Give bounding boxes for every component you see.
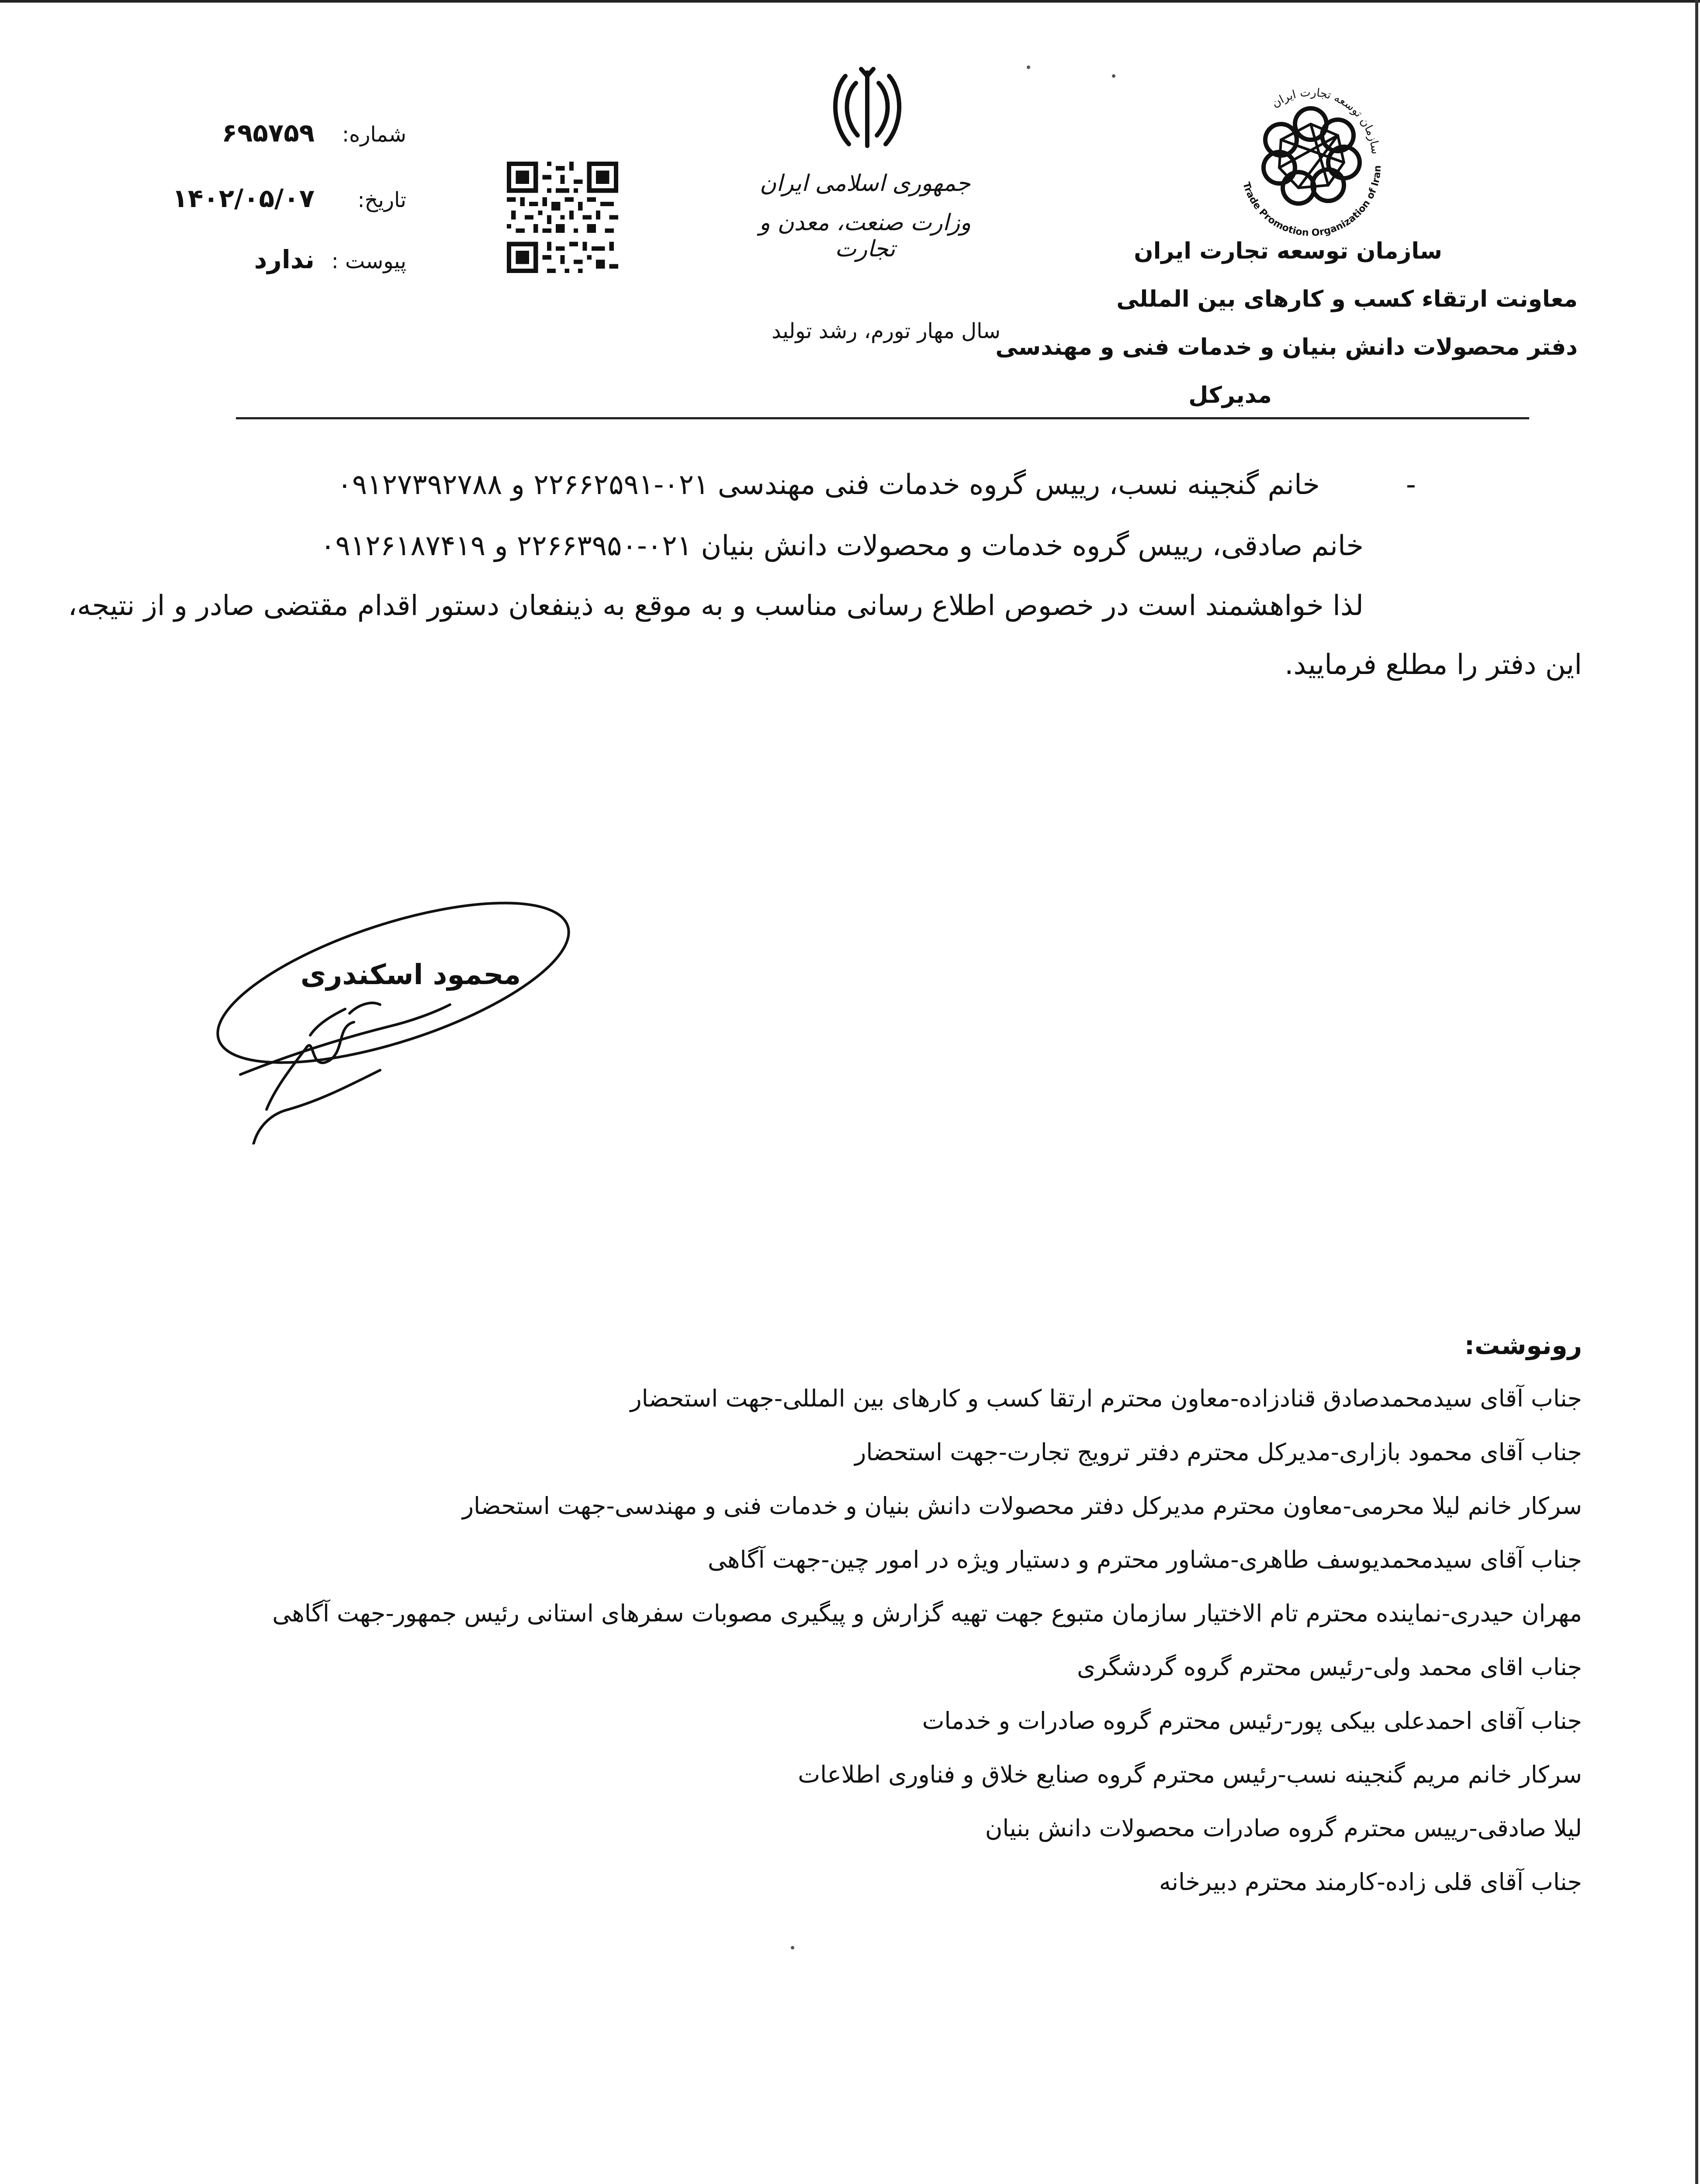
scan-speck — [1112, 74, 1115, 78]
cc-item: جناب آقای احمدعلی بیکی پور-رئیس محترم گروه صادرات و خدمات — [922, 1707, 1582, 1735]
scan-border-right — [1695, 0, 1698, 2184]
year-slogan: سال مهار تورم، رشد تولید — [772, 319, 1001, 343]
cc-item: لیلا صادقی-رییس محترم گروه صادرات محصولات دانش بنیان — [985, 1814, 1582, 1842]
cc-item: جناب آقای سیدمحمدیوسف طاهری-مشاور محترم و دستیار ویژه در امور چین-جهت آگاهی — [707, 1546, 1582, 1573]
signature-icon — [205, 882, 581, 1144]
cc-section — [31, 1319, 1582, 1909]
org-line-3: دفتر محصولات دانش بنیان و خدمات فنی و مهندسی — [995, 334, 1578, 360]
org-title-block — [966, 227, 1578, 419]
cc-item: جناب آقای سیدمحمدصادق قنادزاده-معاون محترم ارتقا کسب و کارهای بین المللی-جهت استحضار — [630, 1385, 1582, 1412]
header-divider — [236, 417, 1529, 419]
gov-line-1: جمهوری اسلامی ایران — [759, 170, 971, 197]
scan-border-top — [0, 0, 1700, 3]
cc-item: جناب آقای قلی زاده-کارمند محترم دبیرخانه — [1159, 1868, 1582, 1896]
scan-speck — [791, 1946, 794, 1949]
iran-emblem-icon — [828, 66, 907, 153]
gov-line-2: وزارت صنعت، معدن و تجارت — [759, 210, 971, 262]
qr-code-icon — [507, 162, 618, 273]
cc-item: سرکار خانم مریم گنجینه نسب-رئیس محترم گروه صنایع خلاق و فناوری اطلاعات — [798, 1761, 1582, 1788]
logo-text-en: Trade Promotion Organization of Iran — [1240, 165, 1384, 239]
logo-text-fa: سازمان توسعه تجارت ایران — [1269, 86, 1382, 155]
attachment-label: پیوست : — [331, 249, 406, 273]
number-label: شماره: — [342, 122, 406, 147]
list-dash: - — [1406, 469, 1416, 501]
cc-item: سرکار خانم لیلا محرمی-معاون محترم مدیرکل دفتر محصولات دانش بنیان و خدمات فنی و مهندسی-جهت استحضار — [462, 1492, 1582, 1520]
org-line-2: معاونت ارتقاء کسب و کارهای بین المللی — [1116, 286, 1578, 312]
contact-line-1 — [75, 454, 1582, 515]
cc-item: جناب اقای محمد ولی-رئیس محترم گروه گردشگری — [1077, 1653, 1582, 1681]
contact-line-2: خانم صادقی، رییس گروه خدمات و محصولات دانش بنیان ۰۲۱-۲۲۶۶۳۹۵۰ و ۰۹۱۲۶۱۸۷۴۱۹ — [320, 530, 1364, 562]
org-line-1: سازمان توسعه تجارت ایران — [1134, 238, 1442, 264]
scan-speck — [1027, 66, 1030, 69]
letter-body — [68, 454, 1582, 695]
org-line-4: مدیرکل — [1188, 382, 1272, 408]
attachment-value: ندارد — [254, 245, 315, 274]
paragraph-line-2: این دفتر را مطلع فرمایید. — [1285, 649, 1582, 681]
attachment-row — [144, 245, 406, 310]
letter-meta — [144, 118, 406, 310]
signer-name: محمود اسکندری — [300, 959, 521, 991]
date-value: ۱۴۰۲/۰۵/۰۷ — [172, 183, 315, 213]
number-row — [144, 118, 406, 183]
cc-item: مهران حیدری-نماینده محترم تام الاختیار سازمان متبوع جهت تهیه گزارش و پیگیری مصوبات سفرهای استانی رئیس جمهور-جهت آگاهی — [272, 1600, 1582, 1627]
contact-text-1: خانم گنجینه نسب، رییس گروه خدمات فنی مهندسی ۰۲۱-۲۲۶۶۲۵۹۱ و ۰۹۱۲۷۳۹۲۷۸۸ — [337, 469, 1320, 501]
number-value: ۶۹۵۷۵۹ — [222, 118, 315, 148]
cc-item: جناب آقای محمود بازاری-مدیرکل محترم دفتر ترویج تجارت-جهت استحضار — [855, 1438, 1582, 1466]
cc-title: رونوشت: — [1464, 1330, 1582, 1360]
tpo-logo-icon — [1223, 70, 1398, 245]
paragraph-line-1: لذا خواهشمند است در خصوص اطلاع رسانی مناسب و به موقع به ذینفعان دستور اقدام مقتضی صادر و از نتیجه، — [68, 590, 1364, 622]
date-label: تاریخ: — [357, 188, 406, 212]
date-row — [144, 183, 406, 245]
